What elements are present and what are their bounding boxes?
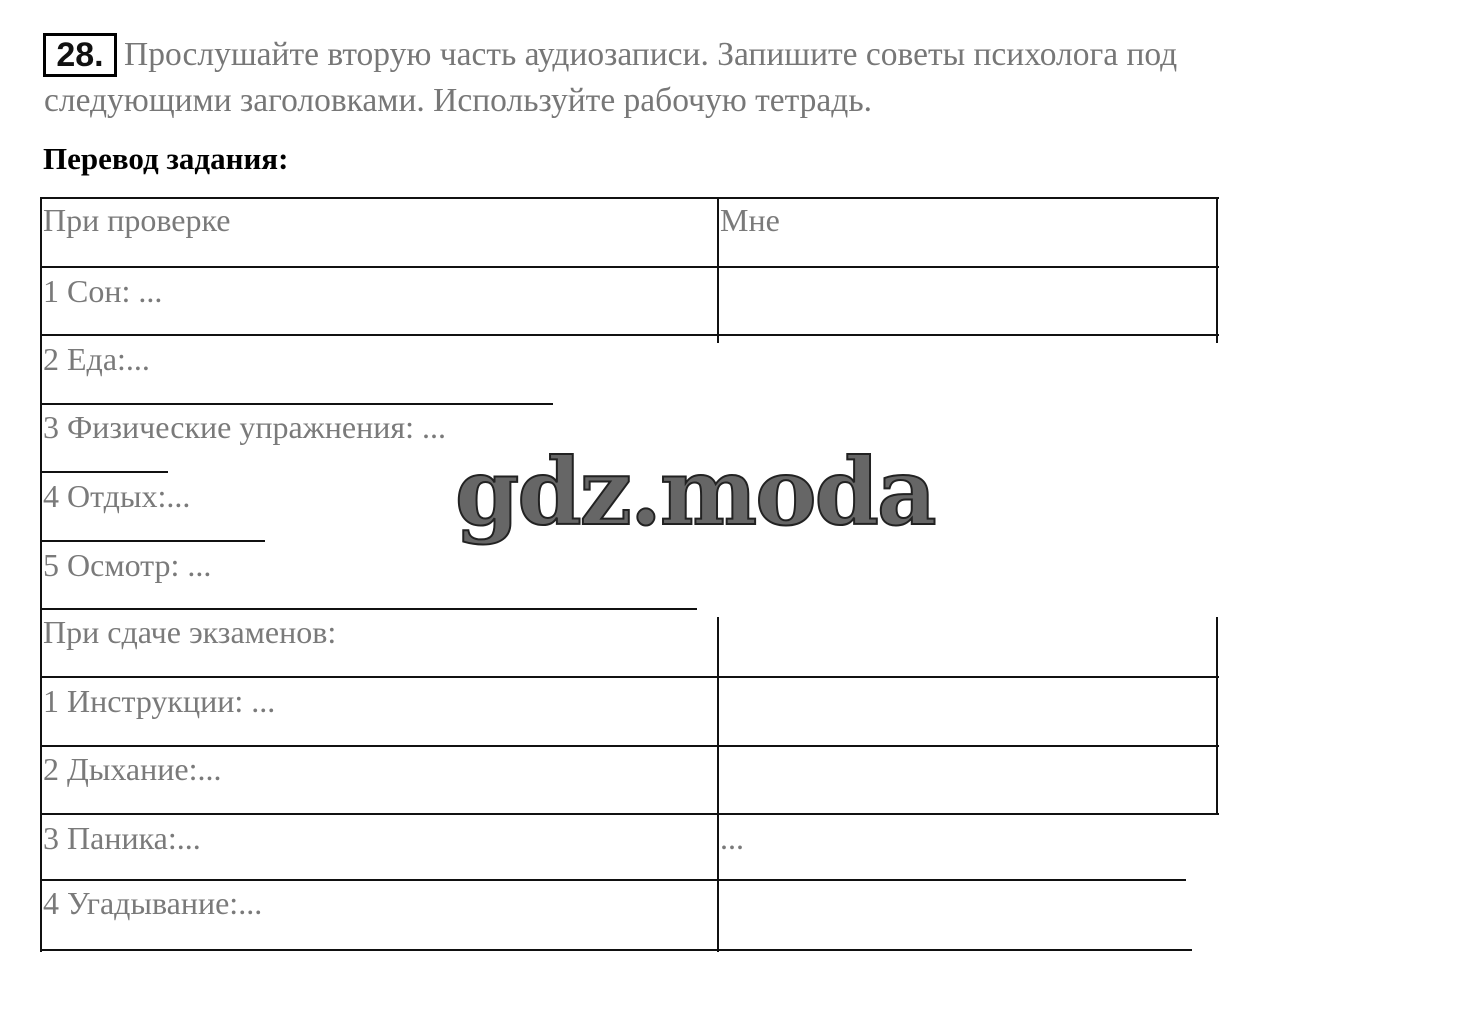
table-line [41,197,1219,199]
table-line [41,813,1219,815]
table-cell: 3 Паника:... [43,820,201,856]
table-line [41,540,265,542]
table-line [41,608,697,610]
table-cell: ... [720,820,744,856]
table-cell: 1 Сон: ... [43,273,163,309]
table-line [41,676,1219,678]
table-line [41,879,1186,881]
table-cell: 3 Физические упражнения: ... [43,409,446,445]
table-line [41,403,553,405]
table-cell: 4 Угадывание:... [43,885,263,921]
table-line [1216,617,1218,814]
table-line [717,617,719,952]
table-cell: 2 Еда:... [43,341,150,377]
table-cell: 4 Отдых:... [43,478,191,514]
watermark: gdz.moda [455,438,935,546]
table-line [41,949,1192,951]
task-text: Прослушайте вторую часть аудиозаписи. Запишите советы психолога под следующими заголовками. Используйте рабочую тетрадь. [44,36,1178,119]
table-cell: 1 Инструкции: ... [43,683,276,719]
task-number: 28. [43,33,117,77]
table-line [41,266,1219,268]
table-cell: 2 Дыхание:... [43,751,222,787]
table-cell: Мне [720,202,780,238]
table-cell: При сдаче экзаменов: [43,614,337,650]
translation-heading: Перевод задания: [43,141,289,176]
table-line [41,745,1219,747]
table-line [41,334,1219,336]
table-cell: При проверке [43,202,231,238]
table-line [40,197,42,952]
table-line [41,471,168,473]
table-line [717,197,719,343]
table-line [1216,197,1218,343]
table-cell: 5 Осмотр: ... [43,547,212,583]
